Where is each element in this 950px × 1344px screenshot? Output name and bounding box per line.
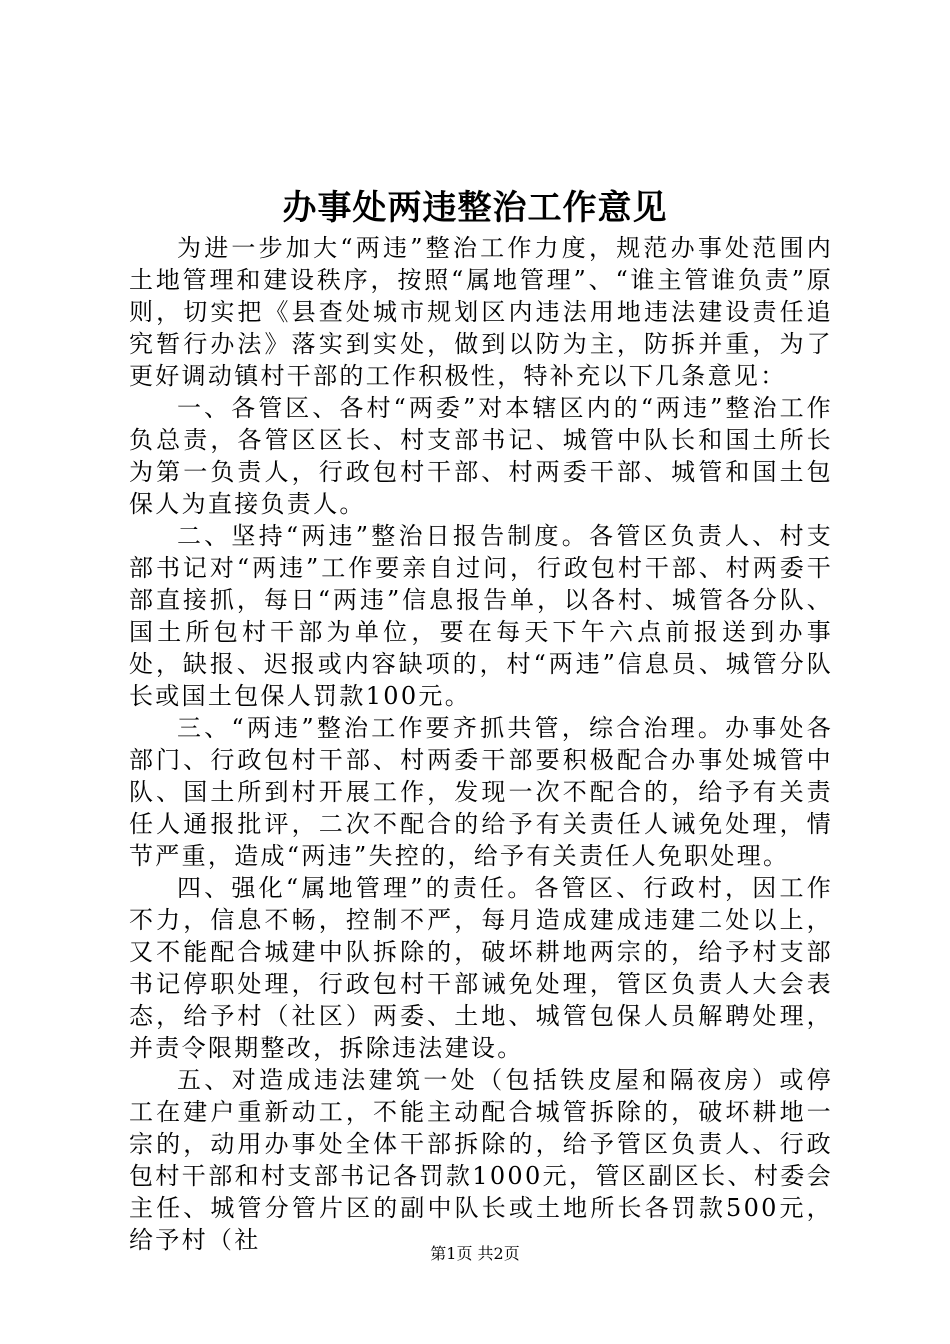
document-body (129, 232, 833, 1256)
item-five-paragraph: 五、对造成违法建筑一处（包括铁皮屋和隔夜房）或停工在建户重新动工，不能主动配合城管拆除的，破坏耕地一宗的，动用办事处全体干部拆除的，给予管区负责人、行政包村干部和村支部书记各罚款1000元，管区副区长、村委会主任、城管分管片区的副中队长或土地所长各罚款500元，给予村（社 (129, 1066, 833, 1254)
item-two-paragraph: 二、坚持“两违”整治日报告制度。各管区负责人、村支部书记对“两违”工作要亲自过问，行政包村干部、村两委干部直接抓，每日“两违”信息报告单，以各村、城管各分队、国土所包村干部为单位，要在每天下午六点前报送到办事处，缺报、迟报或内容缺项的，村“两违”信息员、城管分队长或国土包保人罚款100元。 (129, 522, 833, 710)
item-four-paragraph: 四、强化“属地管理”的责任。各管区、行政村，因工作不力，信息不畅，控制不严，每月造成建成违建二处以上，又不能配合城建中队拆除的，破坏耕地两宗的，给予村支部书记停职处理，行政包村干部诫免处理，管区负责人大会表态，给予村（社区）两委、土地、城管包保人员解聘处理，并责令限期整改，拆除违法建设。 (129, 874, 833, 1062)
item-one-paragraph: 一、各管区、各村“两委”对本辖区内的“两违”整治工作负总责，各管区区长、村支部书记、城管中队长和国土所长为第一负责人，行政包村干部、村两委干部、城管和国土包保人为直接负责人。 (129, 394, 833, 518)
intro-paragraph: 为进一步加大“两违”整治工作力度，规范办事处范围内土地管理和建设秩序，按照“属地管理”、“谁主管谁负责”原则，切实把《县查处城市规划区内违法用地违法建设责任追究暂行办法》落实到实处，做到以防为主，防拆并重，为了更好调动镇村干部的工作积极性，特补充以下几条意见： (129, 234, 833, 390)
page-number-footer: 第1页 共2页 (430, 1244, 520, 1263)
document-title: 办事处两违整治工作意见 (282, 188, 668, 228)
item-three-paragraph: 三、“两违”整治工作要齐抓共管，综合治理。办事处各部门、行政包村干部、村两委干部要积极配合办事处城管中队、国土所到村开展工作，发现一次不配合的，给予有关责任人通报批评，二次不配合的给予有关责任人诫免处理，情节严重，造成“两违”失控的，给予有关责任人免职处理。 (129, 714, 833, 870)
